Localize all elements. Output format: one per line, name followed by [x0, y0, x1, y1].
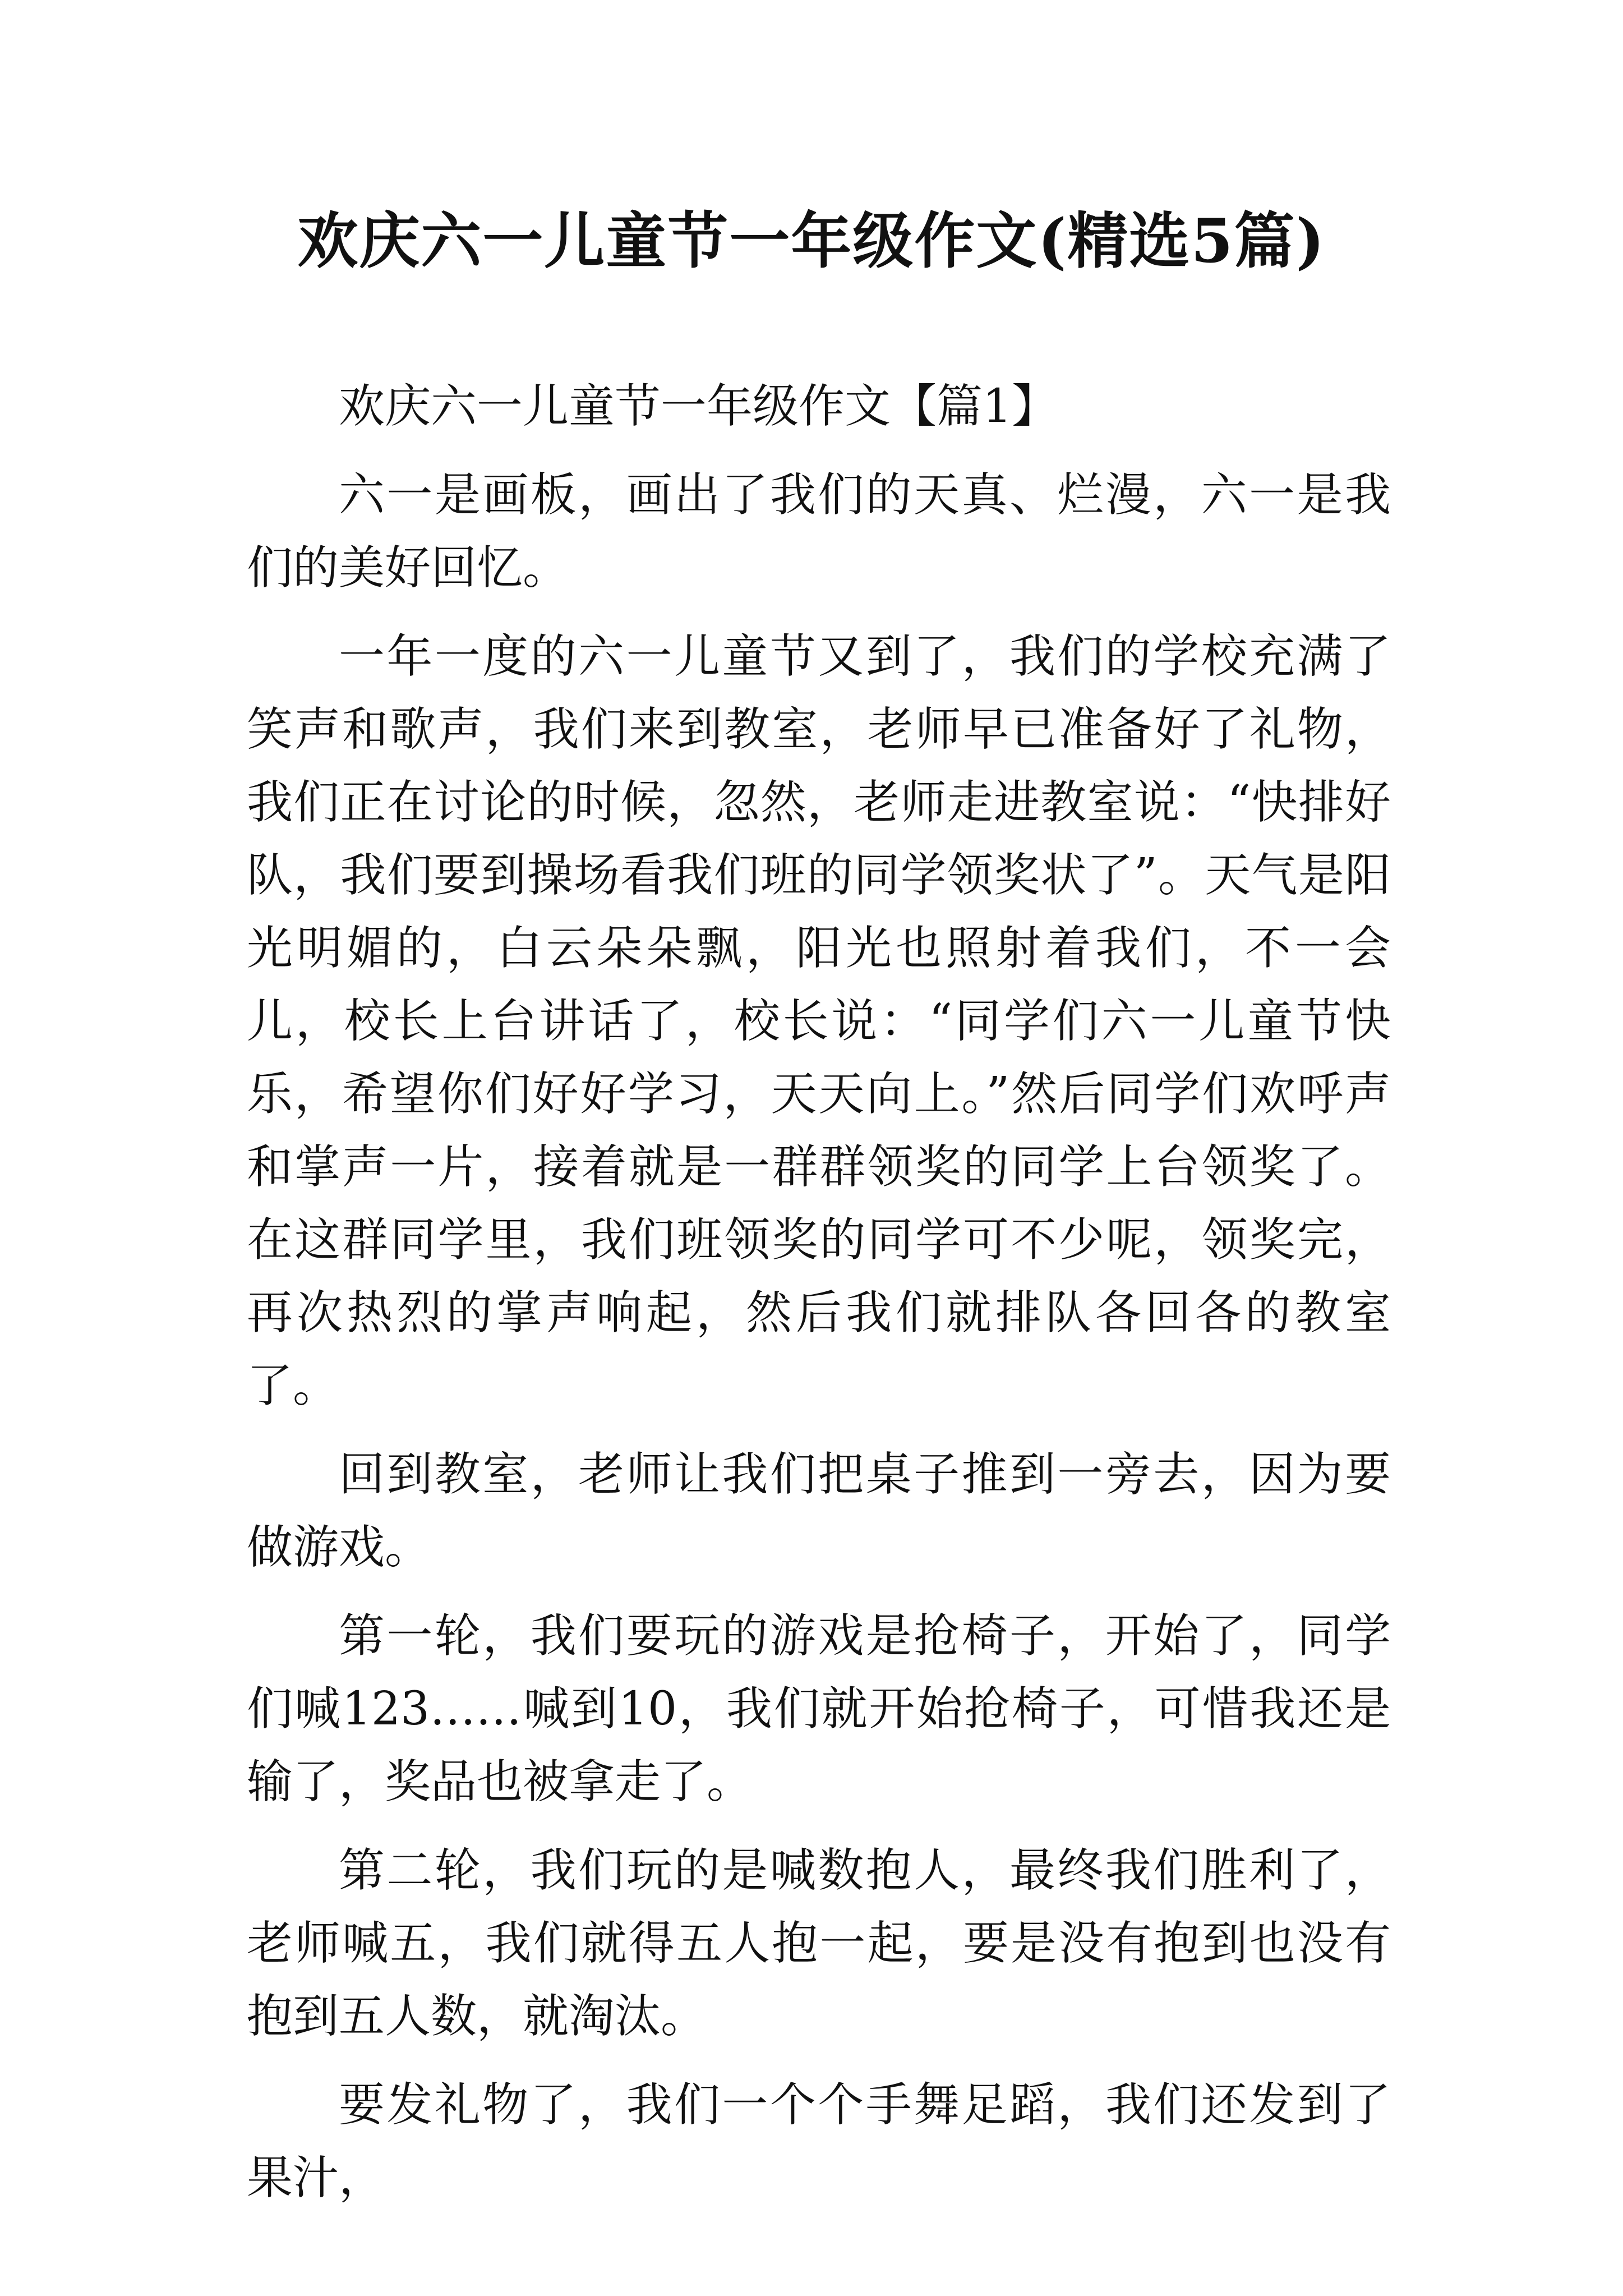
- section-heading: 欢庆六一儿童节一年级作文【篇1】: [339, 380, 1058, 433]
- document-body: [247, 370, 1391, 2215]
- paragraph: 第一轮，我们要玩的游戏是抢椅子，开始了，同学们喊123……喊到10，我们就开始抢椅子，可惜我还是输了，奖品也被拿走了。: [247, 1609, 1391, 1809]
- paragraph: 第二轮，我们玩的是喊数抱人，最终我们胜利了，老师喊五，我们就得五人抱一起，要是没有抱到也没有抱到五人数，就淘汰。: [247, 1844, 1391, 2043]
- paragraph: 六一是画板，画出了我们的天真、烂漫，六一是我们的美好回忆。: [247, 468, 1391, 595]
- paragraph: 要发礼物了，我们一个个手舞足蹈，我们还发到了果汁，: [247, 2078, 1391, 2205]
- paragraph: 回到教室，老师让我们把桌子推到一旁去，因为要做游戏。: [247, 1448, 1391, 1574]
- document-title: 欢庆六一儿童节一年级作文(精选5篇): [297, 206, 1326, 277]
- paragraph: 一年一度的六一儿童节又到了，我们的学校充满了笑声和歌声，我们来到教室，老师早已准备好了礼物，我们正在讨论的时候，忽然，老师走进教室说：“快排好队，我们要到操场看我们班的同学领奖状了”。天气是阳光明媚的，白云朵朵飘，阳光也照射着我们，不一会儿，校长上台讲话了，校长说：“同学们六一儿童节快乐，希望你们好好学习，天天向上。”然后同学们欢呼声和掌声一片，接着就是一群群领奖的同学上台领奖了。在这群同学里，我们班领奖的同学可不少呢，领奖完，再次热烈的掌声响起，然后我们就排队各回各的教室了。: [247, 630, 1391, 1412]
